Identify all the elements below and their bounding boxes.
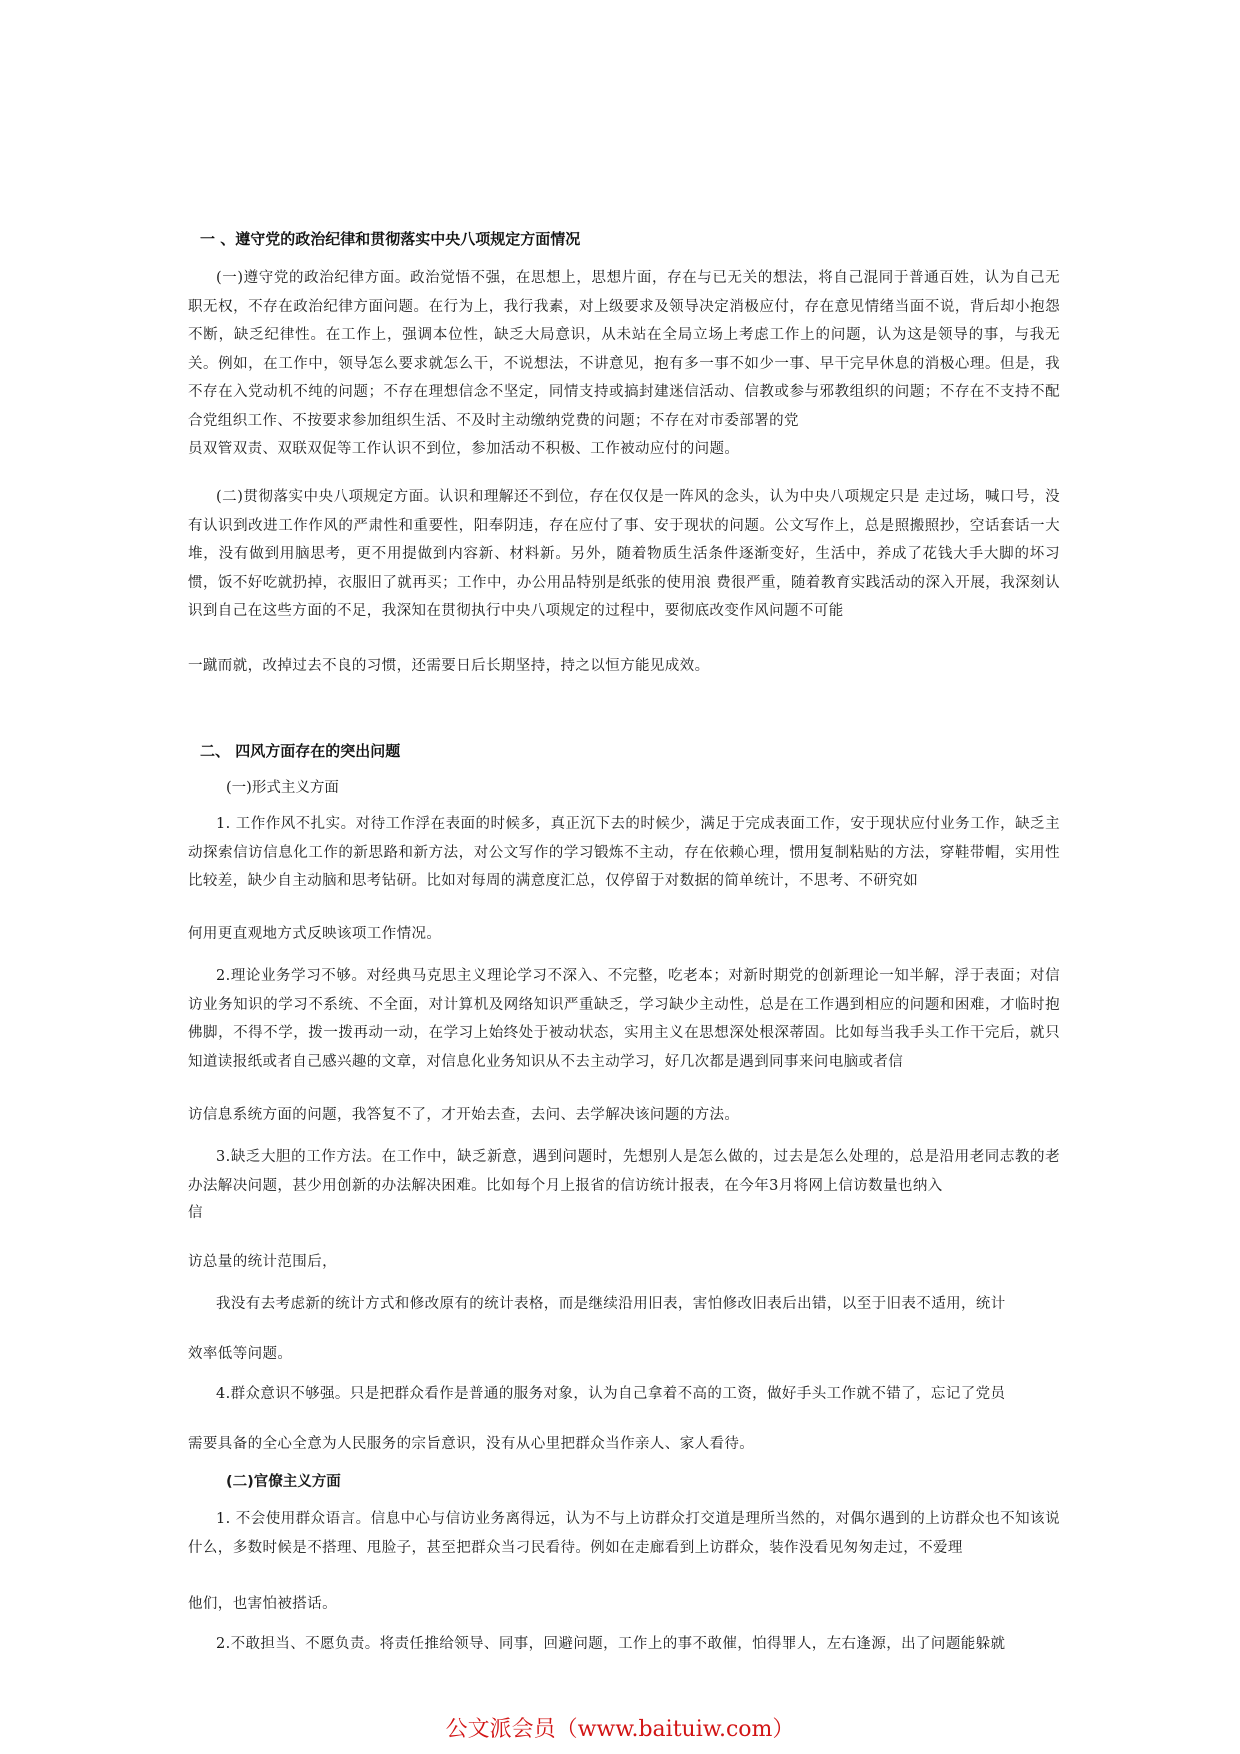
paragraph-continuation: 访总量的统计范围后， bbox=[188, 1254, 337, 1270]
paragraph-political-discipline: (一)遵守党的政治纪律方面。政治觉悟不强，在思想上，思想片面，存在与已无关的想法，将自己混同于普通百姓，认为自己无职无权，不存在政治纪律方面问题。在行为上，我行我素，对上级要求及领导决定消极应付，存在意见情绪当面不说，背后却小抱怨不断，缺乏纪律性。在工作上，强调本位性，缺乏大局意识，从未站在全局立场上考虑工作上的问题，认为这是领导的事，与我无关。例如，在工作中，领导怎么要求就怎么干，不说想法，不讲意见，抱有多一事不如少一事、早干完早休息的消极心理。但是，我不存在入党动机不纯的问题；不存在理想信念不坚定，同情支持或搞封建迷信活动、信教或参与邪教组织的问题；不存在不支持不配合党组织工作、不按要求参加组织生活、不及时主动缴纳党费的问题；不存在对市委部署的党 bbox=[188, 270, 1060, 429]
paragraph-continuation: 效率低等问题。 bbox=[188, 1346, 293, 1362]
paragraph-continuation: 何用更直观地方式反映该项工作情况。 bbox=[188, 926, 442, 942]
paragraph-continuation: 需要具备的全心全意为人民服务的宗旨意识，没有从心里把群众当作亲人、家人看待。 bbox=[188, 1436, 755, 1452]
paragraph-continuation: 访信息系统方面的问题，我答复不了，才开始去查，去问、去学解决该问题的方法。 bbox=[188, 1107, 740, 1123]
paragraph-continuation: 我没有去考虑新的统计方式和修改原有的统计表格，而是继续沿用旧表，害怕修改旧表后出错，以至于旧表不适用，统计 bbox=[216, 1296, 1006, 1312]
subheading-bureaucratism: (二)官僚主义方面 bbox=[226, 1474, 341, 1490]
list-item-4: 4.群众意识不够强。只是把群众看作是普通的服务对象，认为自己拿着不高的工资，做好手头工作就不错了，忘记了党员 bbox=[216, 1386, 1006, 1402]
list-item-2b: 2.不敢担当、不愿负责。将责任推给领导、同事，回避问题，工作上的事不敢催，怕得罪人，左右逢源，出了问题能躲就 bbox=[216, 1636, 1006, 1652]
section-heading-2: 二、 四风方面存在的突出问题 bbox=[200, 742, 401, 760]
footer-watermark: 公文派会员（www.baituiw.com） bbox=[445, 1717, 795, 1742]
paragraph-continuation: 他们，也害怕被搭话。 bbox=[188, 1596, 337, 1612]
list-item-3: 3.缺乏大胆的工作方法。在工作中，缺乏新意，遇到问题时，先想别人是怎么做的，过去是怎么处理的，总是沿用老同志教的老办法解决问题，甚少用创新的办法解决困难。比如每个月上报省的信访统计报表，在今年3月将网上信访数量也纳入 bbox=[188, 1149, 1060, 1194]
list-item-1: 1. 工作作风不扎实。对待工作浮在表面的时候多，真正沉下去的时候少，满足于完成表面工作，安于现状应付业务工作，缺乏主动探索信访信息化工作的新思路和新方法，对公文写作的学习锻炼不主动，存在依赖心理，惯用复制粘贴的方法，穿鞋带帽，实用性比较差，缺少自主动脑和思考钻研。比如对每周的满意度汇总，仅停留于对数据的简单统计，不思考、不研究如 bbox=[188, 816, 1060, 889]
paragraph-eight-regulations: (二)贯彻落实中央八项规定方面。认识和理解还不到位，存在仅仅是一阵风的念头，认为中央八项规定只是 走过场，喊口号，没有认识到改进工作作风的严肃性和重要性，阳奉阴违，存在应付了事、安于现状的问题。公文写作上，总是照搬照抄，空话套话一大堆，没有做到用脑思考，更不用提做到内容新、材料新。另外，随着物质生活条件逐渐变好，生活中，养成了花钱大手大脚的坏习惯，饭不好吃就扔掉，衣服旧了就再买；工作中，办公用品特别是纸张的使用浪 费很严重，随着教育实践活动的深入开展，我深刻认识到自己在这些方面的不足，我深知在贯彻执行中央八项规定的过程中，要彻底改变作风问题不可能 bbox=[188, 489, 1060, 619]
section-heading-1: 一 、遵守党的政治纪律和贯彻落实中央八项规定方面情况 bbox=[200, 230, 581, 248]
paragraph-continuation: 一蹴而就，改掉过去不良的习惯，还需要日后长期坚持，持之以恒方能见成效。 bbox=[188, 658, 710, 674]
list-item-1b: 1. 不会使用群众语言。信息中心与信访业务离得远，认为不与上访群众打交道是理所当然的，对偶尔遇到的上访群众也不知该说什么，多数时候是不搭理、甩脸子，甚至把群众当刁民看待。例如在走廊看到上访群众，装作没看见匆匆走过，不爱理 bbox=[188, 1511, 1060, 1556]
paragraph-continuation: 员双管双责、双联双促等工作认识不到位，参加活动不积极、工作被动应付的问题。 bbox=[188, 441, 740, 457]
list-item-2: 2.理论业务学习不够。对经典马克思主义理论学习不深入、不完整，吃老本；对新时期党的创新理论一知半解，浮于表面；对信访业务知识的学习不系统、不全面，对计算机及网络知识严重缺乏，学习缺少主动性，总是在工作遇到相应的问题和困难，才临时抱佛脚，不得不学，拨一拨再动一动，在学习上始终处于被动状态，实用主义在思想深处根深蒂固。比如每当我手头工作干完后，就只知道读报纸或者自己感兴趣的文章，对信息化业务知识从不去主动学习，好几次都是遇到同事来问电脑或者信 bbox=[188, 968, 1060, 1070]
subheading-formalism: (一)形式主义方面 bbox=[226, 780, 339, 796]
paragraph-continuation: 信 bbox=[188, 1205, 203, 1221]
